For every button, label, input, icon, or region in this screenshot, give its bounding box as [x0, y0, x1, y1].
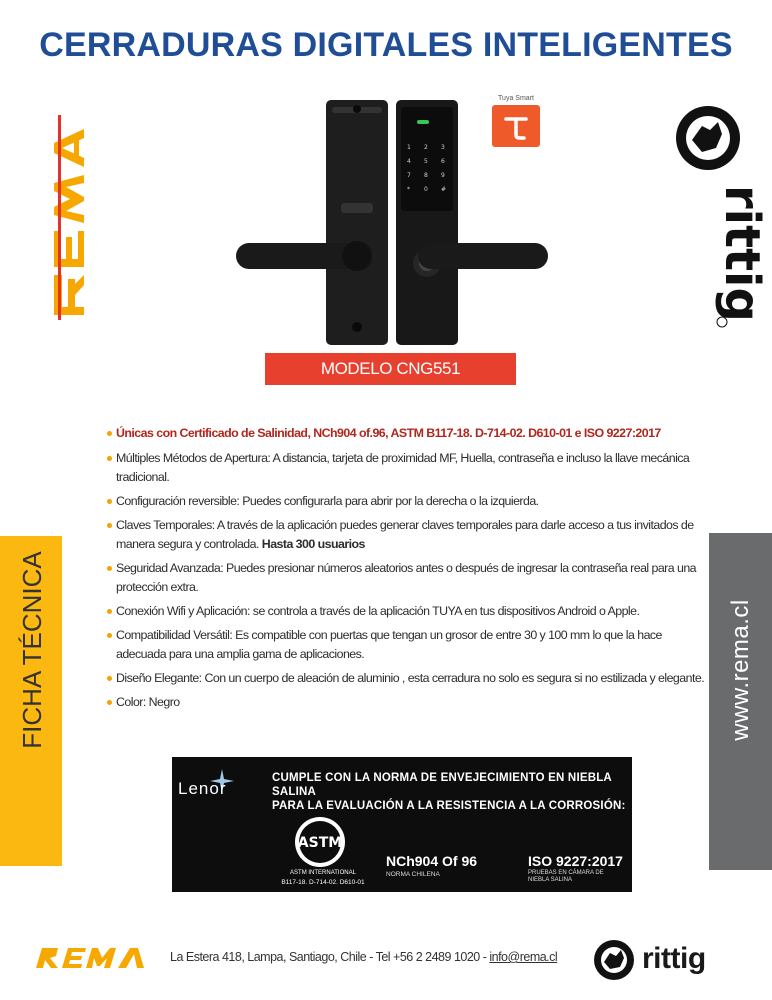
astm-seal-icon: [280, 815, 360, 869]
svg-text:#: #: [441, 186, 447, 193]
feature-item: Múltiples Métodos de Apertura: A distancia, tarjeta de proximidad MF, Huella, contraseña e incluso la llave mecánica tradicional.: [107, 449, 707, 487]
feature-certification: Únicas con Certificado de Salinidad, NCh904 of.96, ASTM B117-18. D-714-02. D610-01 e ISO 9227:2017: [107, 424, 707, 443]
ficha-tecnica-label: FICHA TÉCNICA: [17, 551, 47, 749]
tuya-smart-badge: [490, 95, 542, 155]
feature-item: Seguridad Avanzada: Puedes presionar números aleatorios antes o después de ingresar la contraseña real para una protección extra.: [107, 559, 707, 597]
svg-text:2: 2: [424, 144, 428, 151]
svg-text:0: 0: [424, 186, 428, 193]
users-limit: Hasta 300 usuarios: [261, 537, 365, 551]
svg-text:4: 4: [407, 158, 411, 165]
feature-item: Conexión Wifi y Aplicación: se controla a través de la aplicación TUYA en tus dispositivos Android o Apple.: [107, 602, 707, 621]
feature-item: Compatibilidad Versátil: Es compatible con puertas que tengan un grosor de entre 30 y 100 mm lo que la hace adecuada para una amplia gama de aplicaciones.: [107, 626, 707, 664]
feature-item: Color: Negro: [107, 693, 707, 712]
footer-contact: [170, 950, 557, 964]
iso-standard: ISO 9227:2017: [528, 853, 623, 869]
svg-text:6: 6: [441, 158, 445, 165]
certification-heading: CUMPLE CON LA NORMA DE ENVEJECIMIENTO EN NIEBLA SALINA PARA LA EVALUACIÓN A LA RESISTENCIA A LA CORROSIÓN:: [272, 772, 626, 812]
svg-text:7: 7: [407, 172, 411, 179]
svg-text:3: 3: [441, 144, 445, 151]
astm-standards: B117-18. D-714-02. D610-01: [281, 879, 365, 886]
website-label: www.rema.cl: [727, 599, 754, 741]
feature-list: [107, 424, 707, 717]
feature-item: Diseño Elegante: Con un cuerpo de aleación de aluminio , esta cerradura no solo es segura si no estilizada y elegante.: [107, 669, 707, 688]
page-title: CERRADURAS DIGITALES INTELIGENTES: [39, 26, 733, 64]
svg-text:9: 9: [441, 172, 445, 179]
rittig-emblem-icon: [592, 938, 636, 982]
rittig-wordmark: rittig: [642, 942, 706, 975]
rema-logo-icon: [20, 115, 62, 320]
footer-rema-logo: [36, 946, 148, 970]
feature-item: Configuración reversible: Puedes configurarla para abrir por la derecha o la izquierda.: [107, 492, 707, 511]
lenor-logo-text: Lenor: [178, 779, 227, 798]
nch-caption: NORMA CHILENA: [386, 871, 440, 878]
rema-logo-icon: [36, 946, 148, 970]
iso-caption: PRUEBAS EN CÁMARA DE NIEBLA SALINA: [528, 870, 604, 883]
svg-text:*: *: [407, 186, 410, 193]
astm-name: ASTM INTERNATIONAL: [290, 870, 356, 876]
svg-text:ASTM: ASTM: [297, 835, 343, 851]
rema-logo-vertical: [20, 115, 62, 320]
feature-item: Claves Temporales: A través de la aplicación puedes generar claves temporales para darle acceso a tus invitados de manera segura y controlada. Hasta 300 usuarios: [107, 516, 707, 554]
rema-red-divider: [58, 115, 61, 320]
certification-box: [172, 757, 632, 892]
footer-email-link[interactable]: info@rema.cl: [489, 950, 558, 964]
svg-text:5: 5: [424, 158, 428, 165]
tuya-icon: [492, 105, 540, 147]
nch-standard: NCh904 Of 96: [386, 853, 478, 869]
model-banner: MODELO CNG551: [265, 353, 516, 385]
svg-text:8: 8: [424, 172, 428, 179]
svg-text:1: 1: [407, 144, 411, 151]
tuya-label: Tuya Smart: [498, 95, 534, 102]
footer-address: La Estera 418, Lampa, Santiago, Chile - Tel +56 2 2489 1020 -: [170, 950, 490, 964]
rittig-vertical-text: rittig: [714, 185, 770, 322]
rittig-logo-icon: [672, 100, 770, 340]
footer-rittig-logo: [592, 938, 742, 982]
rittig-logo-vertical: [672, 100, 770, 340]
